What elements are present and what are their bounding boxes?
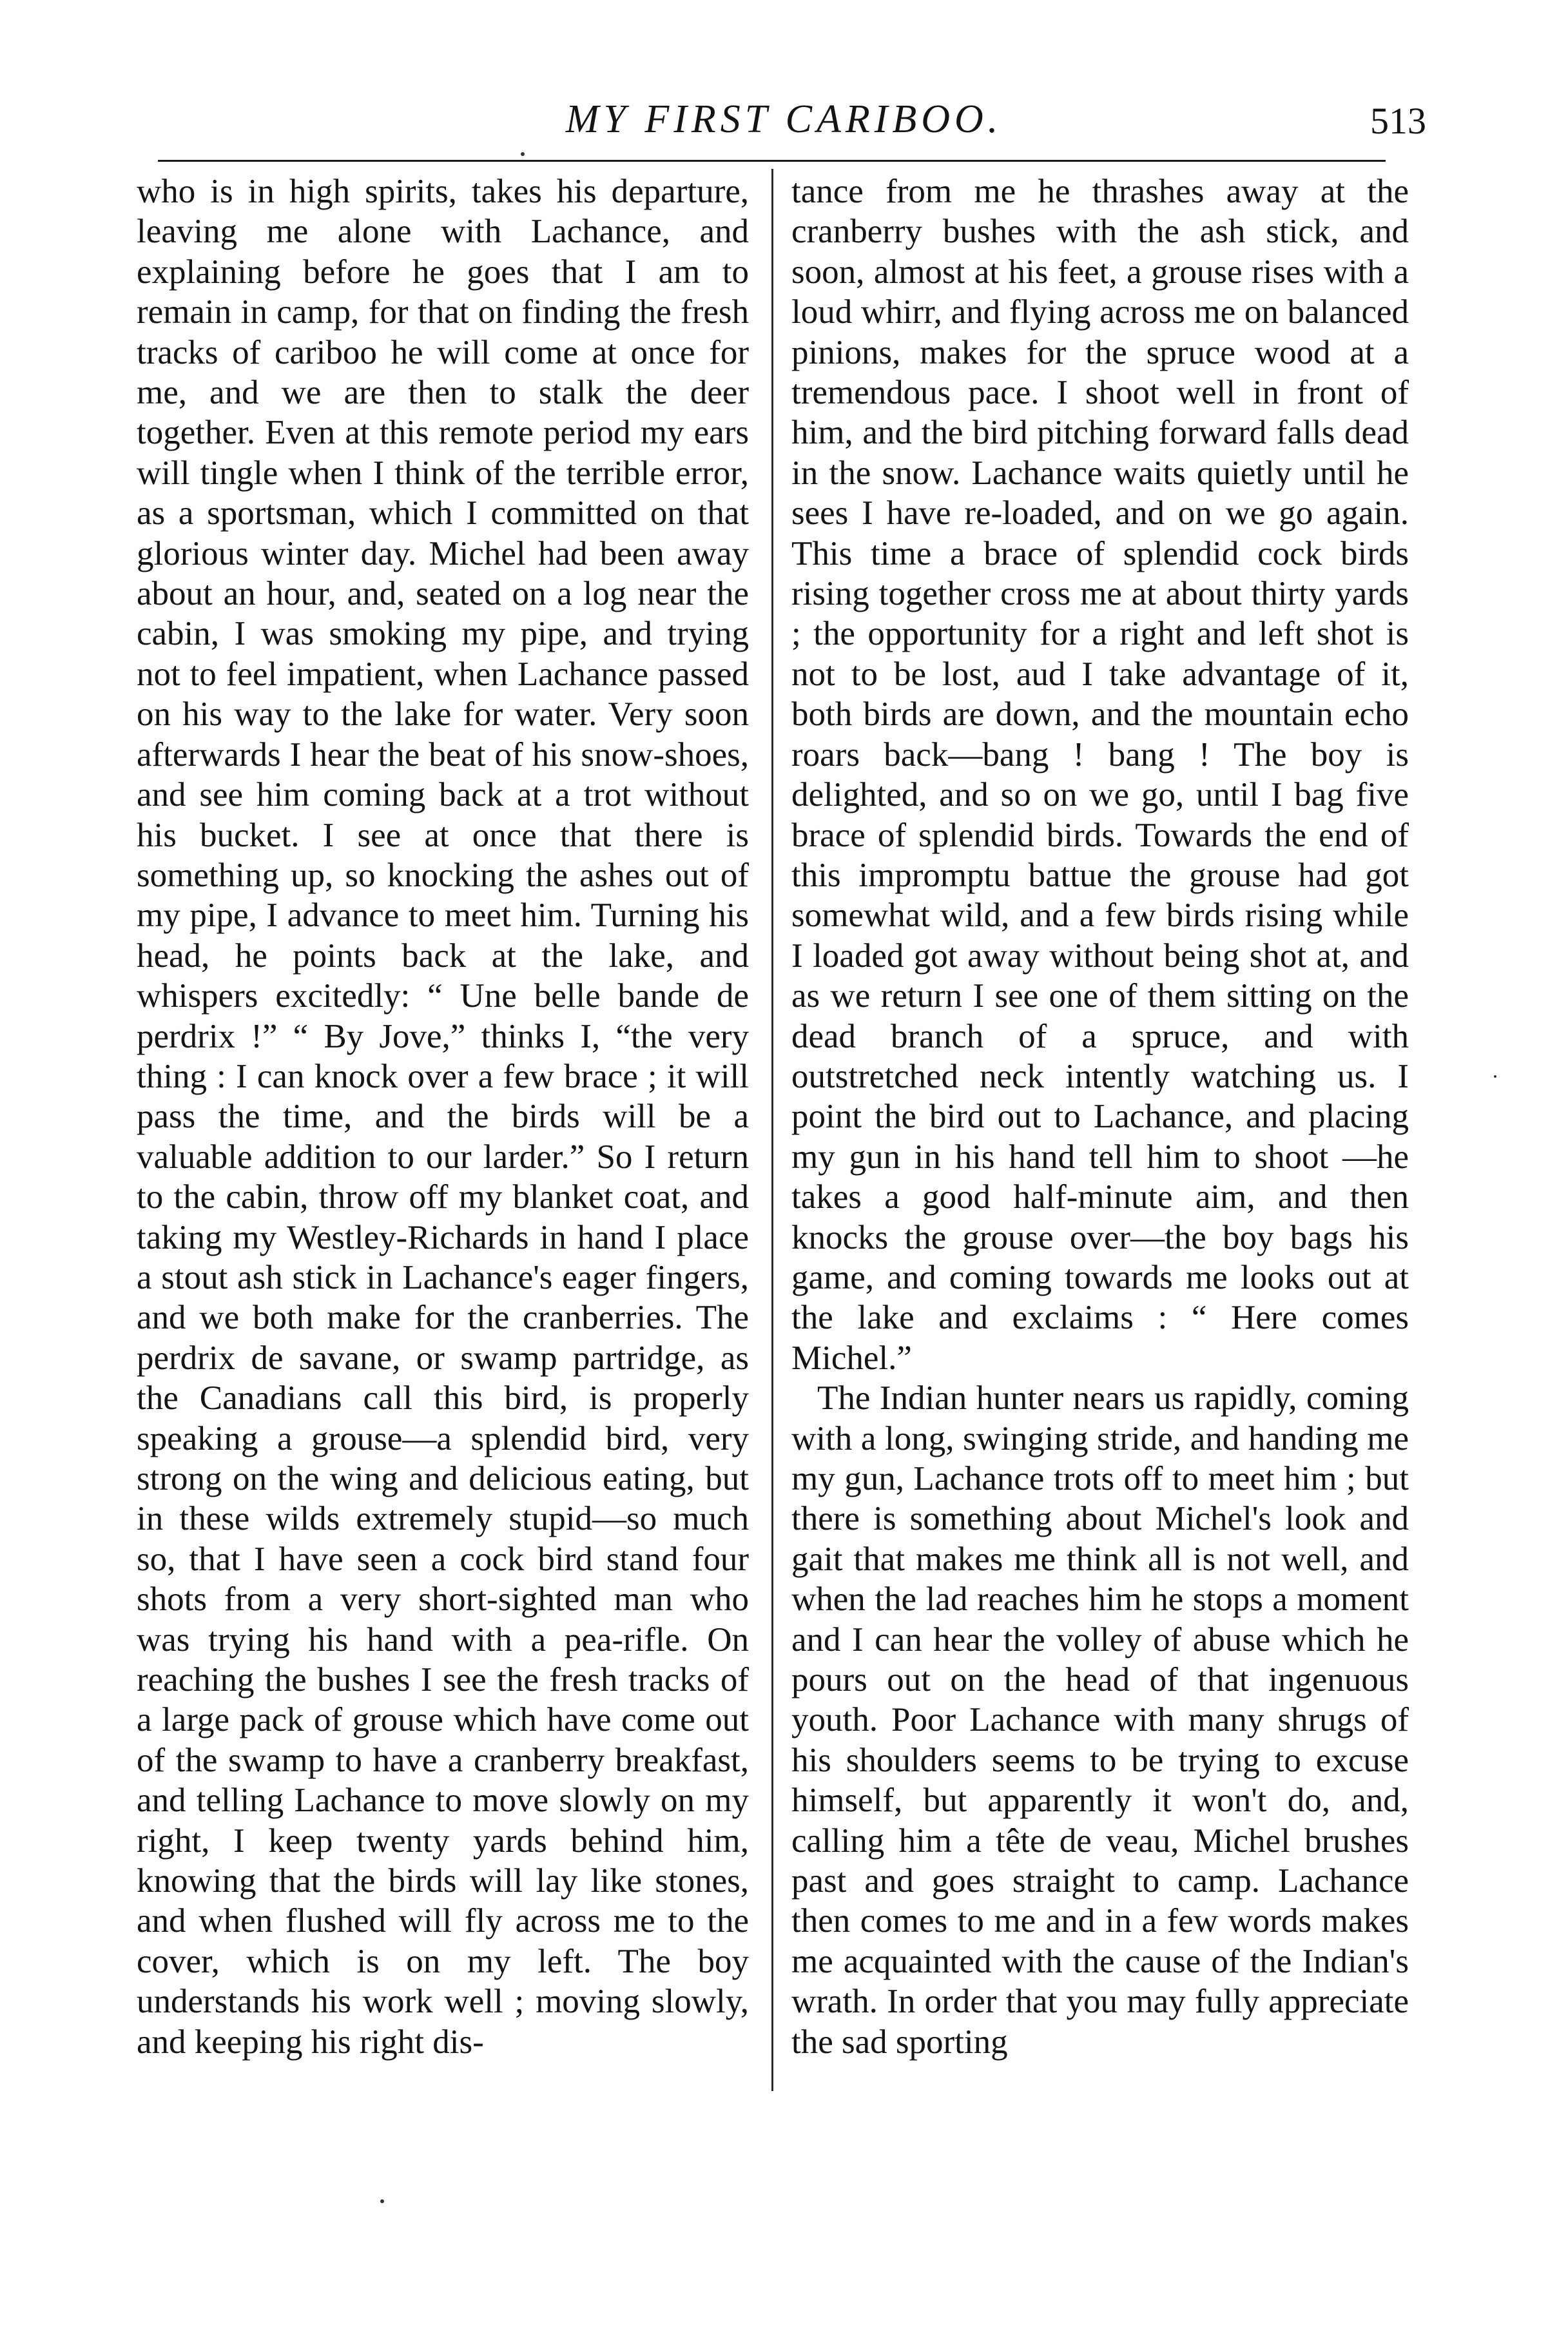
header-rule	[158, 160, 1386, 162]
left-column	[137, 171, 749, 2062]
print-speck	[1494, 1075, 1496, 1078]
right-column-paragraph-1: tance from me he thrashes away at the cranberry bushes with the ash stick, and soon, almost at his feet, a grouse rises with a loud whirr, and flying across me on balanced pinions, makes for the spruce wood at a tremendous pace. I shoot well in front of him, and the bird pitching forward falls dead in the snow. Lachance waits quietly until he sees I have re-loaded, and on we go again. This time a brace of splendid cock birds rising together cross me at about thirty yards ; the opportunity for a right and left shot is not to be lost, aud I take advantage of it, both birds are down, and the mountain echo roars back—bang ! bang ! The boy is delighted, and so on we go, until I bag five brace of splendid birds. Towards the end of this impromptu battue the grouse had got somewhat wild, and a few birds rising while I loaded got away without being shot at, and as we return I see one of them sitting on the dead branch of a spruce, and with outstretched neck intently watching us. I point the bird out to Lachance, and placing my gun in his hand tell him to shoot —he takes a good half-minute aim, and then knocks the grouse over—the boy bags his game, and coming towards me looks out at the lake and exclaims : “ Here comes Michel.”	[791, 173, 1409, 1377]
page-number: 513	[1370, 100, 1426, 142]
right-column-paragraph-2: The Indian hunter nears us rapidly, coming with a long, swinging stride, and handing me my gun, Lachance trots off to meet him ; but there is something about Michel's look and gait that makes me think all is not well, and when the lad reaches him he stops a moment and I can hear the volley of abuse which he pours out on the head of that ingenuous youth. Poor Lachance with many shrugs of his shoulders seems to be trying to excuse himself, but apparently it won't do, and, calling him a tête de veau, Michel brushes past and goes straight to camp. Lachance then comes to me and in a few words makes me acquainted with the cause of the Indian's wrath. In order that you may fully appreciate the sad sporting	[791, 1379, 1409, 2061]
column-divider	[771, 169, 773, 2091]
running-title: MY FIRST CARIBOO.	[565, 97, 1003, 141]
running-head	[0, 97, 1568, 148]
left-column-paragraph: who is in high spirits, takes his departure, leaving me alone with Lachance, and explaining before he goes that I am to remain in camp, for that on finding the fresh tracks of cariboo he will come at once for me, and we are then to stalk the deer together. Even at this remote period my ears will tingle when I think of the terrible error, as a sportsman, which I committed on that glorious winter day. Michel had been away about an hour, and, seated on a log near the cabin, I was smoking my pipe, and trying not to feel impatient, when Lachance passed on his way to the lake for water. Very soon afterwards I hear the beat of his snow-shoes, and see him coming back at a trot without his bucket. I see at once that there is something up, so knocking the ashes out of my pipe, I advance to meet him. Turning his head, he points back at the lake, and whispers excitedly: “ Une belle bande de perdrix !” “ By Jove,” thinks I, “the very thing : I can knock over a few brace ; it will pass the time, and the birds will be a valuable addition to our larder.” So I return to the cabin, throw off my blanket coat, and taking my Westley-Richards in hand I place a stout ash stick in Lachance's eager fingers, and we both make for the cranberries. The perdrix de savane, or swamp partridge, as the Canadians call this bird, is properly speaking a grouse—a splendid bird, very strong on the wing and delicious eating, but in these wilds extremely stupid—so much so, that I have seen a cock bird stand four shots from a very short-sighted man who was trying his hand with a pea-rifle. On reaching the bushes I see the fresh tracks of a large pack of grouse which have come out of the swamp to have a cranberry breakfast, and telling Lachance to move slowly on my right, I keep twenty yards behind him, knowing that the birds will lay like stones, and when flushed will fly across me to the cover, which is on my left. The boy understands his work well ; moving slowly, and keeping his right dis-	[137, 173, 749, 2061]
right-column	[791, 171, 1409, 2062]
print-speck	[521, 152, 525, 156]
print-speck	[380, 2199, 384, 2203]
